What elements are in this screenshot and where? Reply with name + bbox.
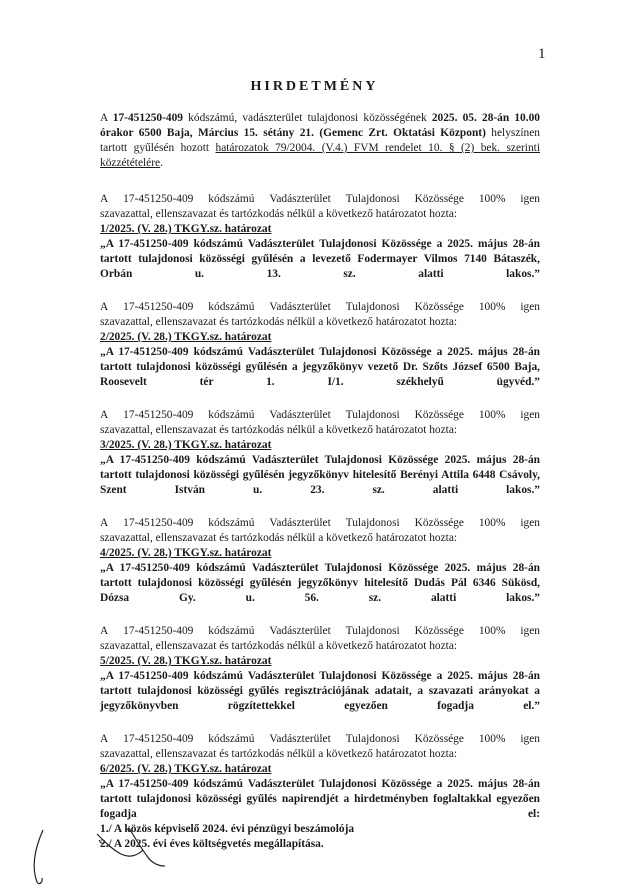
resolution-text: „A 17-451250-409 kódszámú Vadászterület Tulajdonosi Közössége 2025. május 28-án tartott tulajdonosi közösségi gyűlésén jegyzőkönyv hitelesítő Berényi Attila 6448 Csávoly, Szent István u. 23. sz. alatti lakos.” — [100, 454, 540, 496]
vote-word: Vadászterület — [269, 517, 331, 529]
intro-code: 17-451250-409 — [112, 112, 184, 124]
resolution-id: 6/2025. (V. 28.) TKGY.sz. határozat — [100, 763, 272, 775]
vote-word: kódszámú — [208, 733, 255, 745]
resolution-text: „A 17-451250-409 kódszámú Vadászterület Tulajdonosi Közössége a 2025. május 28-án tartott tulajdonosi közösségi gyűlés regisztrációjának adatait, a szavazati arányokat a jegyzőkönyvben rögzítettekkel egyezően fogadja el.” — [100, 670, 540, 712]
resolution-block — [100, 516, 540, 606]
vote-word: 17-451250-409 — [123, 409, 194, 421]
vote-line — [100, 192, 540, 207]
resolution-block — [100, 300, 540, 390]
vote-word: 100% — [478, 625, 506, 637]
resolution-id: 1/2025. (V. 28.) TKGY.sz. határozat — [100, 223, 272, 235]
document-body — [100, 111, 540, 870]
vote-word: kódszámú — [208, 301, 255, 313]
vote-word: 100% — [478, 301, 506, 313]
vote-word: Közössége — [414, 625, 464, 637]
vote-word: A — [100, 517, 109, 529]
vote-word: igen — [520, 733, 540, 745]
vote-word: Közössége — [414, 733, 464, 745]
intro-legal-reference: határozatok 79/2004. (V.4.) FVM rendelet 10. § (2) bek. szerinti közzétételére — [100, 142, 540, 169]
vote-word: 17-451250-409 — [123, 301, 194, 313]
vote-word: igen — [520, 301, 540, 313]
vote-line — [100, 300, 540, 315]
intro-text: kódszámú, vadászterület tulajdonosi közösségének — [183, 112, 432, 124]
vote-word: Tulajdonosi — [345, 517, 400, 529]
vote-word: Vadászterület — [269, 733, 331, 745]
vote-word: Közössége — [414, 193, 464, 205]
vote-word: A — [100, 733, 109, 745]
vote-line: szavazattal, ellenszavazat és tartózkodás nélkül a következő határozatot hozta: — [100, 208, 458, 220]
agenda-item: 1./ A közös képviselő 2024. évi pénzügyi beszámolója — [100, 823, 355, 835]
vote-line: szavazattal, ellenszavazat és tartózkodás nélkül a következő határozatot hozta: — [100, 640, 458, 652]
vote-word: 17-451250-409 — [123, 733, 194, 745]
vote-word: igen — [520, 409, 540, 421]
resolution-id: 4/2025. (V. 28.) TKGY.sz. határozat — [100, 547, 272, 559]
vote-word: A — [100, 409, 109, 421]
resolution-id: 2/2025. (V. 28.) TKGY.sz. határozat — [100, 331, 272, 343]
vote-word: igen — [520, 193, 540, 205]
intro-text: A — [100, 112, 113, 124]
vote-word: Tulajdonosi — [345, 409, 400, 421]
agenda-item: 2./ A 2025. évi éves költségvetés megállapítása. — [100, 838, 324, 850]
vote-line — [100, 408, 540, 423]
vote-line: szavazattal, ellenszavazat és tartózkodás nélkül a következő határozatot hozta: — [100, 424, 458, 436]
vote-word: Vadászterület — [269, 193, 331, 205]
vote-word: A — [100, 301, 109, 313]
resolution-text: „A 17-451250-409 kódszámú Vadászterület Tulajdonosi Közössége a 2025. május 28-án tartott tulajdonosi közösségi gyűlésén a jegyzőkönyv vezető Dr. Szőts József 6500 Baja, Roosevelt tér 1. I/1. székhelyű ügyvéd.” — [100, 346, 540, 388]
vote-word: igen — [520, 517, 540, 529]
vote-word: Vadászterület — [269, 625, 331, 637]
resolutions-list — [100, 192, 540, 852]
vote-word: Vadászterület — [269, 301, 331, 313]
vote-word: A — [100, 625, 109, 637]
resolution-block — [100, 192, 540, 282]
vote-word: igen — [520, 625, 540, 637]
vote-line: szavazattal, ellenszavazat és tartózkodás nélkül a következő határozatot hozta: — [100, 748, 458, 760]
vote-word: Közössége — [414, 301, 464, 313]
vote-word: Tulajdonosi — [345, 625, 400, 637]
vote-line — [100, 624, 540, 639]
vote-word: 100% — [478, 409, 506, 421]
vote-line — [100, 732, 540, 747]
resolution-id: 3/2025. (V. 28.) TKGY.sz. határozat — [100, 439, 272, 451]
vote-word: Vadászterület — [269, 409, 331, 421]
vote-word: 100% — [478, 517, 506, 529]
signature — [25, 820, 205, 890]
vote-word: 17-451250-409 — [123, 193, 194, 205]
resolution-text: „A 17-451250-409 kódszámú Vadászterület Tulajdonosi Közössége a 2025. május 28-án tartott tulajdonosi közösségi gyűlésén a levezető Fodermayer Vilmos 7140 Bátaszék, Orbán u. 13. sz. alatti lakos.” — [100, 238, 540, 280]
vote-word: kódszámú — [208, 625, 255, 637]
vote-word: Tulajdonosi — [345, 193, 400, 205]
intro-text: helyszínen tartott gyűlésén hozott — [100, 127, 540, 154]
vote-word: A — [100, 193, 109, 205]
intro-text: . — [160, 157, 163, 169]
vote-line: szavazattal, ellenszavazat és tartózkodás nélkül a következő határozatot hozta: — [100, 532, 458, 544]
document-title: HIRDETMÉNY — [250, 79, 379, 94]
resolution-block — [100, 408, 540, 498]
vote-word: Közössége — [414, 517, 464, 529]
vote-word: 100% — [478, 193, 506, 205]
vote-word: 100% — [478, 733, 506, 745]
vote-word: kódszámú — [208, 517, 255, 529]
resolution-text: „A 17-451250-409 kódszámú Vadászterület Tulajdonosi Közössége 2025. május 28-án tartott tulajdonosi közösségi gyűlésén jegyzőkönyv hitelesítő Dudás Pál 6346 Sükösd, Dózsa Gy. u. 56. sz. alatti lakos.” — [100, 562, 540, 604]
vote-word: 17-451250-409 — [123, 517, 194, 529]
vote-word: 17-451250-409 — [123, 625, 194, 637]
vote-word: Tulajdonosi — [345, 301, 400, 313]
vote-word: kódszámú — [208, 193, 255, 205]
vote-word: kódszámú — [208, 409, 255, 421]
vote-word: Közössége — [414, 409, 464, 421]
resolution-block — [100, 624, 540, 714]
resolution-text: „A 17-451250-409 kódszámú Vadászterület Tulajdonosi Közössége a 2025. május 28-án tartott tulajdonosi közösségi gyűlés napirendjét a hirdetményben foglaltakkal egyezően fogadja el: — [100, 778, 540, 820]
resolution-id: 5/2025. (V. 28.) TKGY.sz. határozat — [100, 655, 272, 667]
vote-word: Tulajdonosi — [345, 733, 400, 745]
vote-line: szavazattal, ellenszavazat és tartózkodás nélkül a következő határozatot hozta: — [100, 316, 458, 328]
page-number: 1 — [538, 46, 546, 62]
intro-paragraph — [100, 111, 540, 171]
intro-meeting-details: 2025. 05. 28-án 10.00 órakor 6500 Baja, Március 15. sétány 21. (Gemenc Zrt. Oktatási Központ) — [100, 112, 540, 139]
vote-line — [100, 516, 540, 531]
